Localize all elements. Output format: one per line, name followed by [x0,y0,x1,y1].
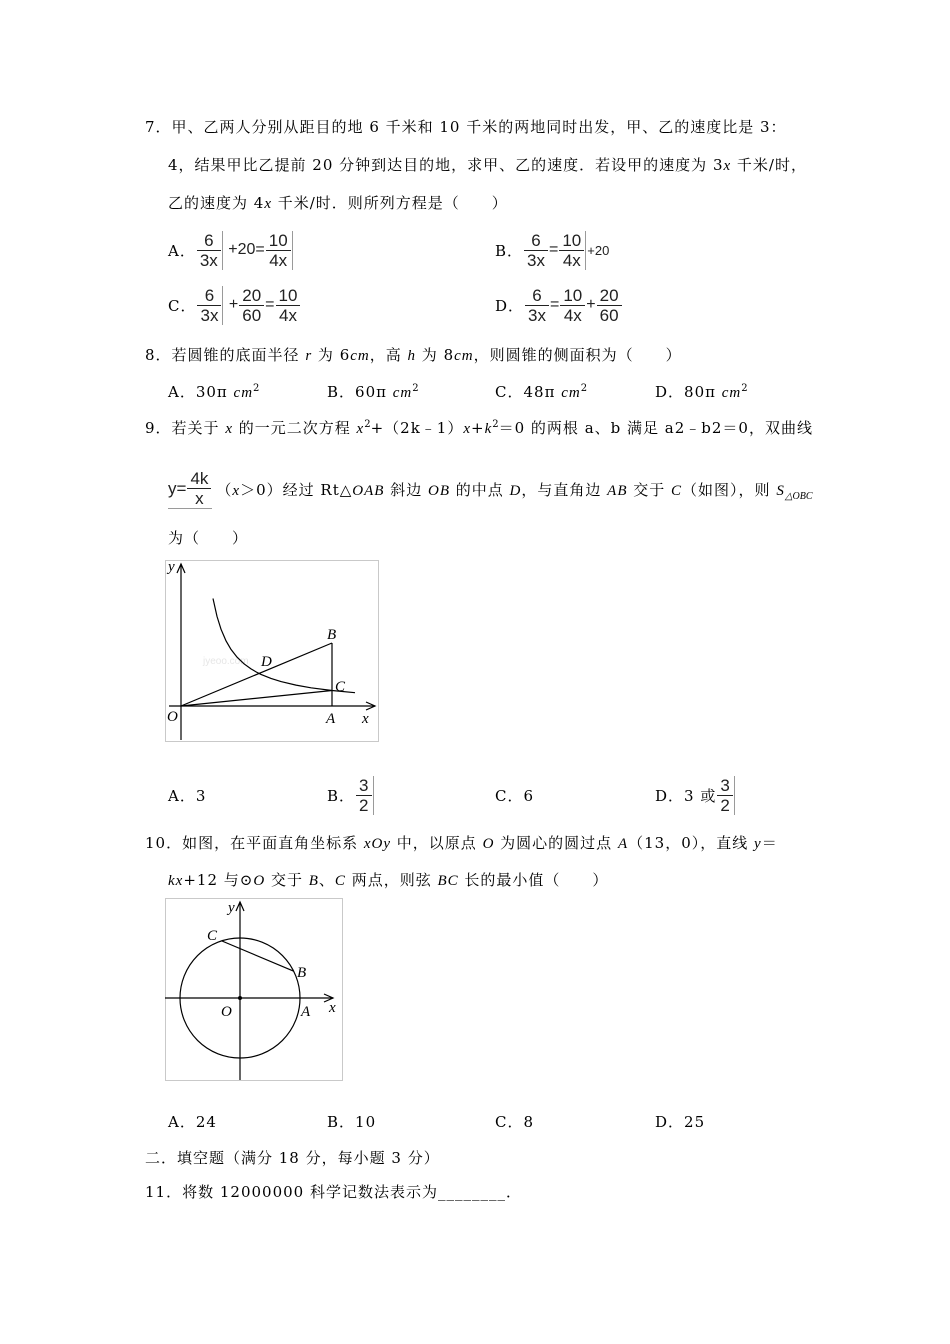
option-value: D．80π [655,383,722,401]
label-o: O [221,1004,232,1020]
q11-text: ． [505,1183,522,1201]
q7-option-c [168,283,301,327]
q10-text: （13，0），直线 [628,834,755,852]
numerator: 6 [524,231,548,251]
q9-line-2 [168,467,813,511]
fraction [239,286,264,325]
q9-text: ＝0 的两根 a、b 满足 a2﹣b2＝0，双曲线 [498,419,813,437]
q9-text: （如图），则 [682,480,777,499]
fraction [597,286,622,325]
q8-option-d [655,382,748,402]
label-a: A [326,711,336,727]
fraction [524,231,548,270]
unit-cm: cm [233,385,254,401]
q9-text: + [471,419,485,437]
option-label: D． [495,296,525,315]
denominator: 3x [199,250,218,270]
exponent: 2 [364,419,371,430]
denominator: x [195,489,204,508]
watermark: jyeoo.com [203,656,249,667]
q8-option-c [495,382,587,402]
center-dot [238,996,242,1000]
q7-line-2 [168,155,807,175]
exponent: 2 [492,419,499,430]
point-o: O [482,836,495,852]
segment-oc [181,691,332,707]
q10-text: 、 [318,871,335,889]
label-x: x [329,1000,336,1016]
unit-cm: cm [721,385,742,401]
numerator: 10 [559,231,584,251]
label-d: D [261,654,272,670]
q9-option-b [327,773,375,817]
numerator: 6 [525,286,549,306]
operator: = [265,296,275,313]
fraction [187,469,211,508]
variable-x: x [232,482,241,499]
q11-text: 11．将数 12000000 科学记数法表示为 [145,1183,438,1201]
variable-r: r [305,348,313,364]
operator: + [224,296,239,313]
point-o: O [253,873,266,889]
numerator: 6 [197,231,221,251]
fraction [525,286,549,325]
numerator: 3 [356,776,371,796]
numerator: 3 [717,776,732,796]
denominator: 4x [269,250,288,270]
variable-h: h [407,348,417,364]
numerator: 10 [560,286,585,306]
label-b: B [297,965,307,981]
variable-kx: kx [168,873,184,889]
denominator: 4x [563,305,582,325]
q10-text: 交于 [265,871,309,889]
q7-option-b [495,228,609,272]
exponent: 2 [412,383,419,394]
label-o: O [167,709,178,725]
q9-text: 交于 [627,480,672,499]
option-label: B． [327,786,356,805]
figure-border [166,561,379,742]
q8-text: ，高 [369,346,408,364]
option-value: B．60π [327,383,393,401]
area-symbol: S [776,482,785,499]
q9-text-run [216,479,812,500]
q10-line-2 [168,870,608,890]
q7-text: 4，结果甲比乙提前 20 分钟到达目的地，求甲、乙的速度．若设甲的速度为 3 [168,156,724,174]
hyperbola-curve [213,599,355,693]
unit-cm: cm [350,348,370,364]
operator: = [549,241,559,258]
q8-text: 8．若圆锥的底面半径 [145,346,306,364]
numerator: 10 [266,231,291,251]
unit-cm: cm [454,348,474,364]
q10-option-d: D．25 [655,1113,706,1131]
denominator: 3x [200,305,219,325]
variable-y: y [754,836,762,852]
denominator: 2 [359,795,369,815]
exponent: 2 [741,383,748,394]
exponent: 2 [580,383,588,394]
unit-cm: cm [392,385,413,401]
q9-text: 的一元二次方程 [232,419,357,437]
q9-option-d [655,773,736,817]
point-c: C [671,482,683,499]
q10-option-c: C．8 [495,1113,535,1131]
operator: = [550,296,560,313]
label-c: C [335,679,346,695]
q10-line-1 [145,833,778,853]
fraction [197,286,223,325]
denominator: 4x [278,305,297,325]
numerator: 20 [597,286,622,306]
denominator: 4x [562,250,581,270]
fraction [266,231,293,270]
q10-figure [165,898,343,1081]
q9-text: 9．若关于 [145,419,226,437]
hyperbola-equation [168,469,212,509]
operator: +20= [223,241,265,258]
q9-figure [165,560,379,742]
q9-text: 的中点 [449,480,510,499]
q8-text: 为 8 [416,346,455,364]
unit-cm: cm [561,385,581,401]
point-b: B [308,873,319,889]
fraction [197,231,223,270]
q7-line-1: 7．甲、乙两人分别从距目的地 6 千米和 10 千米的两地同时出发，甲、乙的速度比是 3： [145,118,787,136]
equation-prefix: y= [168,478,187,498]
q10-text: 中，以原点 [391,834,483,852]
denominator: 60 [599,305,619,325]
segment-ab: AB [607,482,628,499]
q8-line [145,345,682,365]
figure-border [166,899,343,1081]
denominator: 2 [720,795,730,815]
option-value: C．48π [495,383,562,401]
q8-option-b [327,382,419,402]
numerator: 10 [276,286,301,306]
option-label: C． [168,296,197,315]
fraction [717,776,734,815]
q9-text: （ [216,480,233,499]
q8-option-a [168,382,259,402]
option-label: A．3 [168,786,207,805]
variable-x: x [225,421,233,437]
q9-option-c [495,773,534,817]
fraction [276,286,301,325]
label-y: y [168,559,175,575]
variable-k: k [484,421,493,437]
coordinate-system: xOy [363,836,392,852]
q9-option-a [168,773,206,817]
chord-bc: BC [437,873,459,889]
numerator: 4k [187,469,211,489]
fraction [356,776,373,815]
q10-text: 长的最小值（ ） [458,871,609,889]
numerator: 20 [239,286,264,306]
denominator: 60 [242,305,262,325]
q7-option-d [495,283,623,327]
q10-option-a: A．24 [168,1113,217,1131]
point-c: C [334,873,346,889]
triangle-name: OAB [352,482,385,499]
fraction [559,231,586,270]
area-subscript: △OBC [784,490,813,502]
denominator: 3x [527,250,545,270]
q10-text: 10．如图，在平面直角坐标系 [145,834,364,852]
label-x: x [362,711,369,727]
q10-text: +12 与⊙ [183,871,254,889]
label-b: B [327,627,337,643]
section-title: 二．填空题（满分 18 分，每小题 3 分） [145,1149,440,1167]
option-value: A．30π [168,383,234,401]
q7-text: 乙的速度为 4 [168,194,265,212]
option-label: B． [495,241,524,260]
q10-option-b: B．10 [327,1113,377,1131]
q8-text: ，则圆锥的侧面积为（ ） [473,346,682,364]
variable-x: x [723,158,732,174]
q11-line [145,1182,522,1202]
operator: + [586,296,596,313]
q7-text: 千米/时， [731,156,807,174]
q9-line-1 [145,418,813,438]
option-label: C．6 [495,786,535,805]
variable-x: x [463,421,471,437]
answer-blank: ________ [437,1183,506,1201]
q7-option-a [168,228,294,272]
q9-line-3: 为（ ） [168,529,249,547]
q9-text: ＞0）经过 Rt△ [240,480,353,499]
q7-text: 千米/时．则所列方程是（ ） [271,194,508,212]
fraction [560,286,585,325]
q9-text: +（2k﹣1） [370,419,464,437]
label-y: y [228,900,235,916]
variable-x: x [356,421,365,437]
option-label: A． [168,241,196,260]
variable-x: x [264,196,272,212]
segment-ob [181,643,332,706]
numerator: 6 [197,286,221,306]
exponent: 2 [253,383,260,394]
q7-line-3 [168,193,508,213]
label-a: A [301,1004,311,1020]
q9-text: ，与直角边 [521,480,608,499]
q10-text: 两点，则弦 [345,871,438,889]
q10-text: 为圆心的圆过点 [494,834,618,852]
segment-ob: OB [427,482,450,499]
q10-text: ＝ [761,834,778,852]
point-a: A [617,836,629,852]
point-d: D [509,482,522,499]
option-label: D．3 或 [655,786,717,805]
q8-text: 为 6 [312,346,351,364]
operator: +20 [587,242,610,258]
q9-text: 斜边 [384,480,428,499]
label-c: C [207,928,218,944]
denominator: 3x [528,305,546,325]
